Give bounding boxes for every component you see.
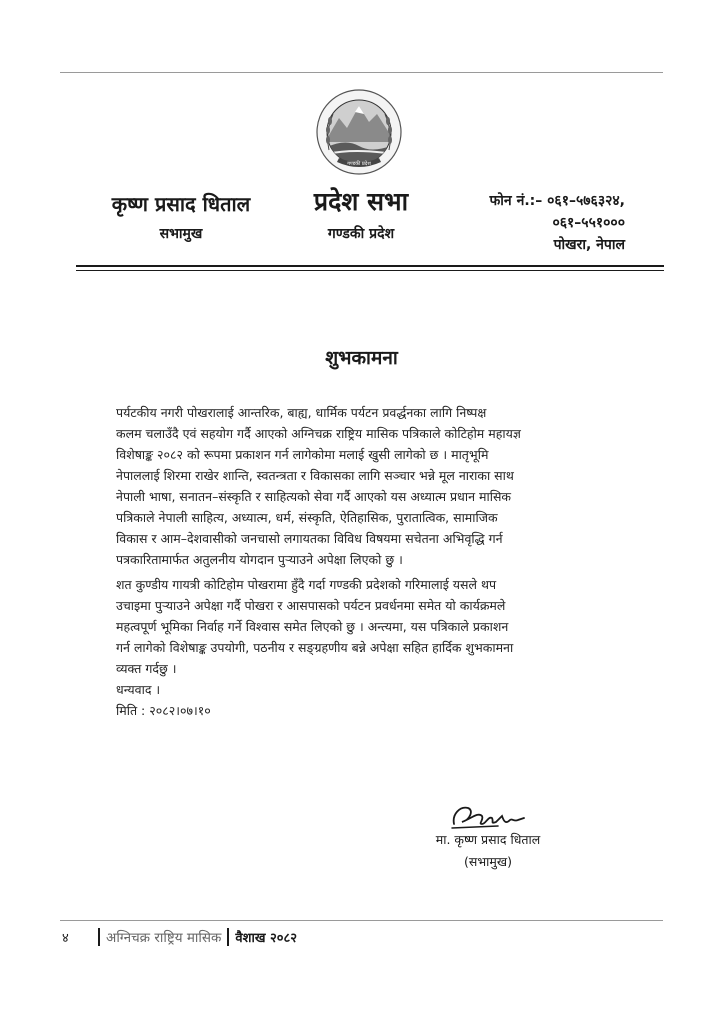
header-contact bbox=[490, 190, 625, 256]
text-line: उचाइमा पुर्‍याउने अपेक्षा गर्दै पोखरा र आसपासको पर्यटन प्रवर्धनमा समेत यो कार्यक्रमले bbox=[116, 598, 506, 613]
footer-divider bbox=[227, 928, 229, 946]
page-footer bbox=[62, 928, 297, 946]
province-name: गण्डकी प्रदेश bbox=[327, 226, 395, 242]
paragraph-1 bbox=[116, 402, 610, 570]
signatory-role: (सभामुख) bbox=[464, 854, 512, 869]
phone-number-1: ०६१–५७६३२४, bbox=[547, 193, 625, 209]
signatory-name: मा. कृष्ण प्रसाद धिताल bbox=[435, 832, 541, 847]
text-line: नेपाललाई शिरमा राखेर शान्ति, स्वतन्त्रता र विकासका लागि सञ्चार भन्ने मूल नाराका साथ bbox=[116, 468, 514, 483]
footer-rule bbox=[60, 920, 663, 921]
address: पोखरा, नेपाल bbox=[553, 237, 625, 253]
text-line: महत्वपूर्ण भूमिका निर्वाह गर्ने विश्वास समेत लिएको छु । अन्त्यमा, यस पत्रिकाले प्रकाशन bbox=[116, 619, 509, 634]
text-line: गर्न लागेको विशेषाङ्क उपयोगी, पठनीय र सङ्ग्रहणीय बन्ने अपेक्षा सहित हार्दिक शुभकामना bbox=[116, 640, 514, 655]
signature-mark bbox=[448, 800, 528, 832]
text-line: शत कुण्डीय गायत्री कोटिहोम पोखरामा हुँदै गर्दा गण्डकी प्रदेशको गरिमालाई यसले थप bbox=[116, 577, 497, 592]
text-line: व्यक्त गर्दछु । bbox=[116, 661, 177, 676]
text-line: विकास र आम–देशवासीको जनचासो लगायतका विविध विषयमा सचेतना अभिवृद्धि गर्न bbox=[116, 531, 503, 546]
seal-ribbon-text: गण्डकी प्रदेश bbox=[347, 161, 371, 167]
province-seal-logo bbox=[315, 88, 403, 176]
header-center bbox=[286, 186, 436, 243]
header-left bbox=[96, 192, 266, 243]
issue-label: वैशाख २०८२ bbox=[235, 931, 298, 946]
letter-body bbox=[116, 402, 610, 721]
letter-title: शुभकामना bbox=[325, 347, 398, 369]
speaker-name: कृष्ण प्रसाद धिताल bbox=[111, 192, 251, 216]
paragraph-2 bbox=[116, 574, 610, 679]
phone-line-1 bbox=[490, 190, 625, 212]
text-line: पर्यटकीय नगरी पोखरालाई आन्तरिक, बाह्य, धार्मिक पर्यटन प्रवर्द्धनका लागि निष्पक्ष bbox=[116, 405, 487, 420]
date-line: मिति : २०८२।०७।१० bbox=[116, 703, 211, 718]
text-line: कलम चलाउँदै एवं सहयोग गर्दै आएको अग्निचक्र राष्ट्रिय मासिक पत्रिकाले कोटिहोम महायज्ञ bbox=[116, 426, 521, 441]
thanks-line: धन्यवाद । bbox=[116, 682, 161, 697]
header-rule-thin bbox=[76, 270, 664, 271]
page-number: ४ bbox=[62, 931, 69, 946]
text-line: पत्रकारितामार्फत अतुलनीय योगदान पुर्‍याउने अपेक्षा लिएको छु । bbox=[116, 552, 403, 567]
text-line: पत्रिकाले नेपाली साहित्य, अध्यात्म, धर्म, संस्कृति, ऐतिहासिक, पुरातात्विक, सामाजिक bbox=[116, 510, 498, 525]
footer-divider bbox=[98, 928, 100, 946]
header-rule-thick bbox=[76, 265, 664, 267]
signature-block bbox=[418, 829, 558, 873]
speaker-role: सभामुख bbox=[159, 226, 203, 242]
text-line: विशेषाङ्क २०८२ को रूपमा प्रकाशन गर्न लागेकोमा मलाई खुसी लागेको छ । मातृभूमि bbox=[116, 447, 489, 462]
top-rule bbox=[60, 72, 663, 73]
phone-label: फोन नं.:– bbox=[489, 193, 543, 209]
magazine-name: अग्निचक्र राष्ट्रिय मासिक bbox=[106, 930, 222, 946]
phone-number-2: ०६१–५५१००० bbox=[552, 215, 625, 231]
text-line: नेपाली भाषा, सनातन–संस्कृति र साहित्यको सेवा गर्दै आएको यस अध्यात्म प्रधान मासिक bbox=[116, 489, 511, 504]
assembly-title: प्रदेश सभा bbox=[313, 187, 409, 216]
